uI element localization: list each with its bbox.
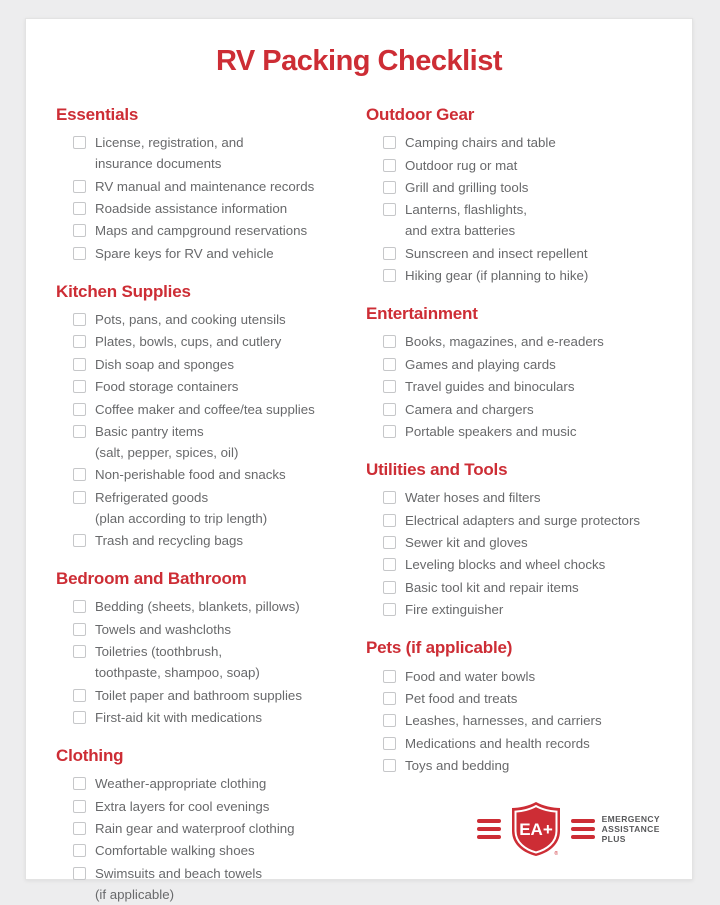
- checkbox[interactable]: [73, 711, 86, 724]
- checkbox[interactable]: [73, 534, 86, 547]
- checkbox[interactable]: [73, 645, 86, 658]
- checklist-item: [383, 132, 662, 154]
- section-heading: Bedroom and Bathroom: [56, 569, 247, 589]
- item-label: [405, 691, 517, 707]
- checkbox[interactable]: [383, 737, 396, 750]
- item-label: [95, 710, 262, 726]
- checkbox[interactable]: [73, 822, 86, 835]
- item-text-line: Medications and health records: [405, 735, 590, 751]
- item-label: [405, 580, 579, 596]
- checkbox[interactable]: [383, 514, 396, 527]
- checklist-item: [73, 376, 352, 398]
- item-text-line: Leveling blocks and wheel chocks: [405, 557, 606, 573]
- item-text-line: Pet food and treats: [405, 690, 518, 706]
- checkbox[interactable]: [73, 425, 86, 438]
- shield-text: EA+: [518, 820, 553, 839]
- checkbox[interactable]: [383, 358, 396, 371]
- checkbox[interactable]: [73, 468, 86, 481]
- item-text-line: Electrical adapters and surge protectors: [405, 512, 641, 528]
- checkbox[interactable]: [73, 335, 86, 348]
- svg-text:®: ®: [553, 851, 558, 857]
- section-heading: Outdoor Gear: [366, 105, 475, 124]
- item-text-line: Weather-appropriate clothing: [95, 776, 267, 792]
- checklist-item: [73, 175, 352, 197]
- item-text-line: Grill and grilling tools: [405, 179, 529, 195]
- checklist-item: [383, 154, 662, 176]
- item-label: [95, 799, 269, 815]
- checkbox[interactable]: [383, 269, 396, 282]
- checklist-sheet: [25, 18, 693, 902]
- item-label: [405, 602, 503, 618]
- checklist-item: [383, 331, 662, 353]
- item-text-line: Books, magazines, and e-readers: [405, 334, 604, 350]
- item-label: [95, 866, 262, 903]
- section-essentials: [56, 105, 352, 265]
- item-label: [95, 201, 287, 217]
- item-label: [95, 490, 267, 527]
- checklist-item: [73, 243, 352, 265]
- item-text-line: RV manual and maintenance records: [95, 178, 315, 194]
- item-text-line: Games and playing cards: [405, 356, 556, 372]
- item-label: [95, 312, 286, 328]
- checklist-item: [73, 398, 352, 420]
- checkbox[interactable]: [383, 335, 396, 348]
- checklist-item: [73, 487, 352, 530]
- item-text-line: (salt, pepper, spices, oil): [95, 444, 239, 460]
- section-items: [56, 596, 352, 729]
- item-label: [405, 202, 527, 239]
- checklist-item: [383, 665, 662, 687]
- item-label: [95, 223, 307, 239]
- item-label: [405, 180, 528, 196]
- item-text-line: Extra layers for cool evenings: [95, 798, 270, 814]
- item-text-line: Portable speakers and music: [405, 423, 577, 439]
- checklist-item: [383, 243, 662, 265]
- checkbox[interactable]: [383, 425, 396, 438]
- item-label: [405, 135, 556, 151]
- item-text-line: License, registration, and: [95, 135, 244, 151]
- item-text-line: Bedding (sheets, blankets, pillows): [95, 599, 300, 615]
- section-items: [366, 331, 662, 443]
- item-text-line: Coffee maker and coffee/tea supplies: [95, 401, 315, 417]
- checklist-item: [383, 487, 662, 509]
- checklist-item: [383, 510, 662, 532]
- item-label: [95, 424, 238, 461]
- item-label: [405, 402, 534, 418]
- item-text-line: Basic pantry items: [95, 423, 204, 439]
- logo-left-stripes-icon: [477, 819, 501, 840]
- item-text-line: Swimsuits and beach towels: [95, 865, 263, 881]
- item-label: [405, 669, 535, 685]
- item-text-line: Trash and recycling bags: [95, 533, 244, 549]
- checkbox[interactable]: [73, 623, 86, 636]
- checklist-item: [73, 707, 352, 729]
- checkbox[interactable]: [383, 692, 396, 705]
- checklist-item: [73, 641, 352, 684]
- item-label: [95, 821, 295, 837]
- item-label: [95, 135, 244, 172]
- section-heading: Utilities and Tools: [366, 460, 508, 480]
- item-text-line: Basic tool kit and repair items: [405, 579, 579, 595]
- item-text-line: Rain gear and waterproof clothing: [95, 821, 295, 837]
- checklist-item: [383, 354, 662, 376]
- item-text-line: First-aid kit with medications: [95, 709, 262, 725]
- checklist-item: [383, 177, 662, 199]
- section-items: [56, 309, 352, 552]
- checkbox[interactable]: [73, 380, 86, 393]
- checkbox[interactable]: [383, 670, 396, 683]
- section-utilities-and-tools: [366, 460, 662, 621]
- checklist-item: [383, 577, 662, 599]
- item-text-line: Sunscreen and insect repellent: [405, 245, 588, 261]
- brand-name: [602, 815, 660, 844]
- item-label: [405, 424, 576, 440]
- checklist-item: [383, 755, 662, 777]
- item-label: [95, 379, 238, 395]
- brand-line-3: PLUS: [601, 833, 626, 844]
- checklist-item: [73, 331, 352, 353]
- item-label: [405, 246, 588, 262]
- item-label: [95, 843, 255, 859]
- item-label: [95, 402, 315, 418]
- section-items: [56, 773, 352, 905]
- checkbox[interactable]: [383, 181, 396, 194]
- item-text-line: Roadside assistance information: [95, 200, 288, 216]
- item-label: [405, 513, 640, 529]
- item-text-line: Refrigerated goods: [95, 489, 209, 505]
- checklist-columns: [56, 88, 662, 905]
- item-label: [95, 644, 260, 681]
- item-text-line: (plan according to trip length): [95, 510, 268, 526]
- checkbox[interactable]: [383, 491, 396, 504]
- item-text-line: Toys and bedding: [405, 758, 510, 774]
- checklist-item: [73, 773, 352, 795]
- item-label: [405, 557, 605, 573]
- item-label: [95, 246, 274, 262]
- item-text-line: Leashes, harnesses, and carriers: [405, 713, 602, 729]
- page-title: RV Packing Checklist: [215, 45, 503, 77]
- item-label: [405, 334, 604, 350]
- checklist-item: [383, 421, 662, 443]
- item-text-line: Toiletries (toothbrush,: [95, 644, 223, 660]
- checkbox[interactable]: [383, 403, 396, 416]
- checkbox[interactable]: [73, 600, 86, 613]
- item-text-line: Outdoor rug or mat: [405, 157, 518, 173]
- checklist-item: [73, 220, 352, 242]
- checklist-item: [73, 684, 352, 706]
- item-text-line: insurance documents: [95, 156, 222, 172]
- item-text-line: Spare keys for RV and vehicle: [95, 245, 274, 261]
- section-items: [366, 487, 662, 621]
- checklist-item: [73, 132, 352, 175]
- item-label: [405, 535, 528, 551]
- checkbox[interactable]: [73, 180, 86, 193]
- checkbox[interactable]: [383, 203, 396, 216]
- logo-right-stripes-icon: [571, 819, 595, 840]
- section-heading: Entertainment: [366, 304, 478, 324]
- item-text-line: Towels and washcloths: [95, 621, 231, 637]
- section-items: [56, 132, 352, 265]
- checkbox[interactable]: [73, 358, 86, 371]
- section-heading: Kitchen Supplies: [56, 281, 191, 301]
- checkbox[interactable]: [73, 777, 86, 790]
- item-text-line: Hiking gear (if planning to hike): [405, 268, 589, 284]
- item-text-line: Food storage containers: [95, 379, 239, 395]
- checkbox[interactable]: [73, 313, 86, 326]
- checklist-item: [73, 863, 352, 905]
- item-label: [95, 688, 302, 704]
- item-label: [405, 713, 602, 729]
- checklist-item: [383, 265, 662, 287]
- item-label: [405, 158, 517, 174]
- checklist-item: [73, 198, 352, 220]
- checkbox[interactable]: [383, 536, 396, 549]
- checkbox[interactable]: [383, 581, 396, 594]
- item-text-line: (if applicable): [95, 886, 175, 902]
- left-column: [56, 88, 352, 905]
- checkbox[interactable]: [73, 491, 86, 504]
- checkbox[interactable]: [383, 136, 396, 149]
- checkbox[interactable]: [73, 247, 86, 260]
- checklist-item: [383, 688, 662, 710]
- item-text-line: and extra batteries: [405, 223, 516, 239]
- checklist-item: [383, 554, 662, 576]
- checkbox[interactable]: [383, 759, 396, 772]
- item-label: [405, 758, 509, 774]
- item-label: [95, 533, 243, 549]
- section-heading: Essentials: [56, 105, 139, 124]
- item-label: [405, 268, 588, 284]
- item-text-line: Comfortable walking shoes: [95, 843, 255, 859]
- item-label: [95, 357, 234, 373]
- checkbox[interactable]: [383, 247, 396, 260]
- section-heading: Pets (if applicable): [366, 638, 513, 658]
- checkbox[interactable]: [383, 558, 396, 571]
- item-label: [405, 357, 556, 373]
- checkbox[interactable]: [73, 224, 86, 237]
- checkbox[interactable]: [73, 689, 86, 702]
- checklist-item: [383, 710, 662, 732]
- item-label: [95, 179, 314, 195]
- checklist-item: [73, 354, 352, 376]
- checklist-item: [383, 599, 662, 621]
- brand-line-1: EMERGENCY: [601, 813, 660, 824]
- item-label: [95, 334, 281, 350]
- brand-logo: [477, 801, 660, 857]
- item-text-line: Camera and chargers: [405, 401, 534, 417]
- checklist-item: [383, 398, 662, 420]
- item-text-line: Lanterns, flashlights,: [405, 202, 527, 218]
- checklist-item: [383, 733, 662, 755]
- section-clothing: [56, 746, 352, 905]
- right-column: [366, 88, 662, 905]
- shield-icon: [510, 801, 562, 857]
- section-items: [366, 132, 662, 287]
- item-label: [95, 467, 286, 483]
- item-label: [95, 599, 300, 615]
- checklist-item: [73, 421, 352, 464]
- checklist-item: [73, 619, 352, 641]
- checklist-item: [383, 199, 662, 242]
- item-text-line: Dish soap and sponges: [95, 356, 234, 372]
- checklist-item: [383, 376, 662, 398]
- item-label: [95, 776, 266, 792]
- item-label: [405, 490, 541, 506]
- checklist-item: [73, 840, 352, 862]
- item-label: [405, 736, 590, 752]
- item-text-line: toothpaste, shampoo, soap): [95, 665, 260, 681]
- checklist-item: [383, 532, 662, 554]
- checkbox[interactable]: [383, 159, 396, 172]
- section-pets-if-applicable: [366, 638, 662, 777]
- item-text-line: Maps and campground reservations: [95, 223, 308, 239]
- section-outdoor-gear: [366, 105, 662, 287]
- item-text-line: Travel guides and binoculars: [405, 379, 575, 395]
- item-text-line: Plates, bowls, cups, and cutlery: [95, 334, 282, 350]
- item-text-line: Food and water bowls: [405, 668, 536, 684]
- section-items: [366, 665, 662, 777]
- item-text-line: Camping chairs and table: [405, 135, 556, 151]
- checkbox[interactable]: [73, 136, 86, 149]
- item-text-line: Pots, pans, and cooking utensils: [95, 312, 286, 328]
- checkbox[interactable]: [73, 844, 86, 857]
- section-heading: Clothing: [56, 746, 124, 766]
- checkbox[interactable]: [383, 603, 396, 616]
- checkbox[interactable]: [73, 403, 86, 416]
- item-label: [405, 379, 575, 395]
- section-kitchen-supplies: [56, 282, 352, 552]
- checklist-item: [73, 818, 352, 840]
- checkbox[interactable]: [73, 202, 86, 215]
- section-entertainment: [366, 304, 662, 443]
- checklist-item: [73, 596, 352, 618]
- checkbox[interactable]: [73, 800, 86, 813]
- item-text-line: Non-perishable food and snacks: [95, 467, 286, 483]
- section-bedroom-and-bathroom: [56, 569, 352, 729]
- checklist-item: [73, 464, 352, 486]
- item-text-line: Sewer kit and gloves: [405, 535, 528, 551]
- checkbox[interactable]: [383, 714, 396, 727]
- item-text-line: Toilet paper and bathroom supplies: [95, 687, 302, 703]
- item-label: [95, 622, 231, 638]
- checkbox[interactable]: [383, 380, 396, 393]
- checklist-item: [73, 530, 352, 552]
- checklist-item: [73, 796, 352, 818]
- item-text-line: Water hoses and filters: [405, 490, 541, 506]
- brand-line-2: ASSISTANCE: [601, 823, 660, 834]
- checkbox[interactable]: [73, 867, 86, 880]
- item-text-line: Fire extinguisher: [405, 602, 504, 618]
- checklist-item: [73, 309, 352, 331]
